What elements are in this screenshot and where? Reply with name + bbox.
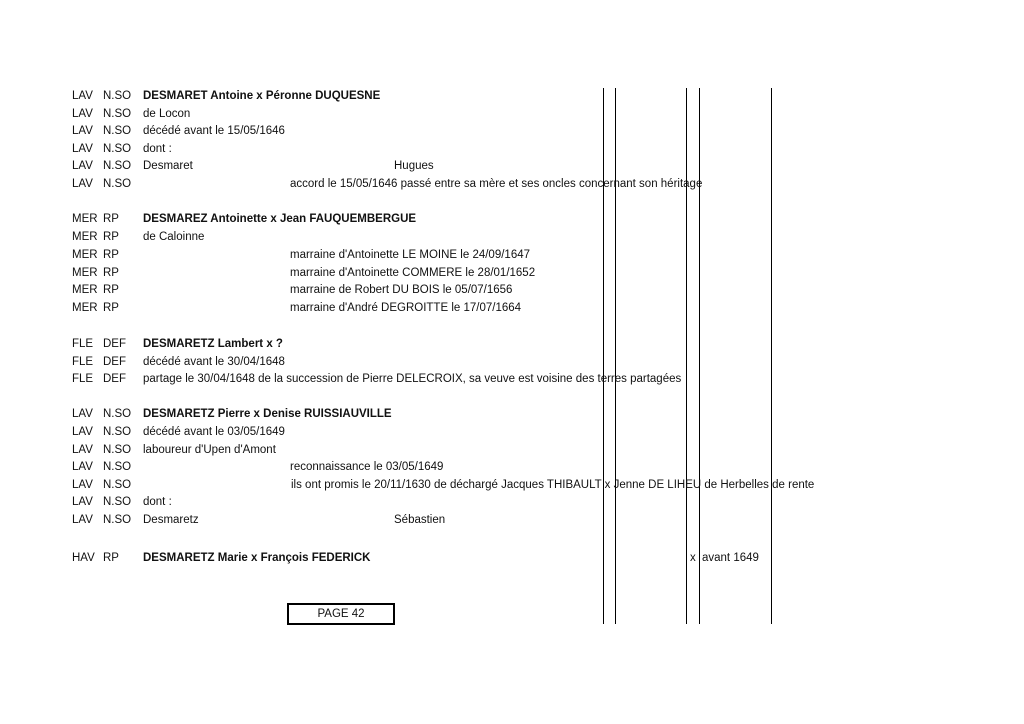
- record-detail: ils ont promis le 20/11/1630 de déchargé Jacques THIBAULT x Jenne DE LIHEU de Herbelles de rente: [291, 478, 815, 491]
- record-row: [0, 477, 1024, 493]
- record-heading: DESMAREZ Antoinette x Jean FAUQUEMBERGUE: [143, 213, 417, 225]
- source-code: RP: [103, 249, 119, 261]
- place-code: LAV: [72, 125, 93, 137]
- record-detail: accord le 15/05/1646 passé entre sa mère et ses oncles concernant son héritage: [290, 177, 703, 190]
- record-row: [0, 265, 1024, 281]
- place-code: LAV: [72, 160, 93, 172]
- record-row: [0, 176, 1024, 192]
- record-detail: Hugues: [394, 160, 434, 172]
- record-text: décédé avant le 03/05/1649: [143, 426, 285, 438]
- record-text: laboureur d'Upen d'Amont: [143, 443, 276, 456]
- record-heading: DESMARETZ Lambert x ?: [143, 338, 283, 350]
- source-code: DEF: [103, 355, 126, 368]
- source-code: N.SO: [103, 107, 132, 120]
- record-text: décédé avant le 15/05/1646: [143, 125, 285, 137]
- place-code: LAV: [72, 496, 93, 508]
- place-code: MER: [72, 213, 98, 225]
- place-code: HAV: [72, 552, 95, 564]
- place-code: MER: [72, 266, 98, 279]
- place-code: LAV: [72, 107, 93, 120]
- source-code: RP: [103, 266, 119, 279]
- place-code: MER: [72, 302, 98, 314]
- source-code: N.SO: [103, 426, 132, 438]
- record-row: [0, 158, 1024, 174]
- place-code: FLE: [72, 355, 94, 368]
- marriage-mark: x: [690, 552, 696, 564]
- record-heading: DESMARET Antoine x Péronne DUQUESNE: [143, 90, 381, 102]
- record-row: [0, 494, 1024, 510]
- record-text: de Caloinne: [143, 231, 205, 243]
- record-detail: marraine d'André DEGROITTE le 17/07/1664: [290, 302, 522, 314]
- source-code: N.SO: [103, 125, 132, 137]
- record-text: de Locon: [143, 107, 191, 120]
- place-code: LAV: [72, 443, 93, 456]
- place-code: MER: [72, 231, 98, 243]
- record-text: partage le 30/04/1648 de la succession de Pierre DELECROIX, sa veuve est voisine des terres partagées: [143, 373, 682, 385]
- place-code: LAV: [72, 478, 93, 491]
- record-text: Desmaretz: [143, 514, 199, 526]
- source-code: DEF: [103, 373, 126, 385]
- record-text: Desmaret: [143, 160, 193, 172]
- marriage-date: avant 1649: [702, 552, 759, 564]
- source-code: RP: [103, 302, 119, 314]
- source-code: N.SO: [103, 514, 132, 526]
- record-row: [0, 371, 1024, 387]
- source-code: DEF: [103, 338, 126, 350]
- place-code: MER: [72, 249, 98, 261]
- place-code: LAV: [72, 177, 93, 190]
- record-row: [0, 354, 1024, 370]
- source-code: RP: [103, 231, 119, 243]
- source-code: N.SO: [103, 461, 132, 473]
- place-code: LAV: [72, 514, 93, 526]
- record-detail: reconnaissance le 03/05/1649: [290, 461, 444, 473]
- record-row: [0, 424, 1024, 440]
- record-row: [0, 141, 1024, 157]
- source-code: RP: [103, 552, 119, 564]
- record-text: dont :: [143, 142, 172, 155]
- source-code: N.SO: [103, 496, 132, 508]
- record-row: [0, 229, 1024, 245]
- record-row: [0, 106, 1024, 122]
- place-code: MER: [72, 284, 98, 296]
- page-number-label: PAGE 42: [317, 608, 365, 620]
- record-row: [0, 282, 1024, 298]
- source-code: N.SO: [103, 90, 132, 102]
- record-row: [0, 88, 1024, 104]
- record-heading: DESMARETZ Marie x François FEDERICK: [143, 552, 371, 564]
- record-detail: marraine de Robert DU BOIS le 05/07/1656: [290, 284, 513, 296]
- source-code: N.SO: [103, 160, 132, 172]
- page-number-box: [287, 603, 395, 625]
- record-row: [0, 406, 1024, 422]
- record-row: [0, 123, 1024, 139]
- source-code: N.SO: [103, 478, 132, 491]
- record-row: [0, 300, 1024, 316]
- record-detail: Sébastien: [394, 514, 446, 526]
- source-code: N.SO: [103, 408, 132, 420]
- source-code: N.SO: [103, 142, 132, 155]
- record-row: [0, 459, 1024, 475]
- place-code: LAV: [72, 426, 93, 438]
- record-row: [0, 247, 1024, 263]
- place-code: LAV: [72, 408, 93, 420]
- record-text: décédé avant le 30/04/1648: [143, 355, 285, 368]
- record-row: [0, 512, 1024, 528]
- source-code: RP: [103, 213, 119, 225]
- place-code: LAV: [72, 142, 93, 155]
- record-detail: marraine d'Antoinette COMMERE le 28/01/1652: [290, 266, 536, 279]
- source-code: N.SO: [103, 177, 132, 190]
- record-heading: DESMARETZ Pierre x Denise RUISSIAUVILLE: [143, 408, 392, 420]
- record-row: [0, 442, 1024, 458]
- record-row: [0, 211, 1024, 227]
- record-text: dont :: [143, 496, 172, 508]
- record-detail: marraine d'Antoinette LE MOINE le 24/09/1647: [290, 249, 531, 261]
- place-code: LAV: [72, 461, 93, 473]
- record-row: [0, 550, 1024, 566]
- place-code: FLE: [72, 373, 94, 385]
- place-code: FLE: [72, 338, 94, 350]
- record-row: [0, 336, 1024, 352]
- place-code: LAV: [72, 90, 93, 102]
- source-code: RP: [103, 284, 119, 296]
- source-code: N.SO: [103, 443, 132, 456]
